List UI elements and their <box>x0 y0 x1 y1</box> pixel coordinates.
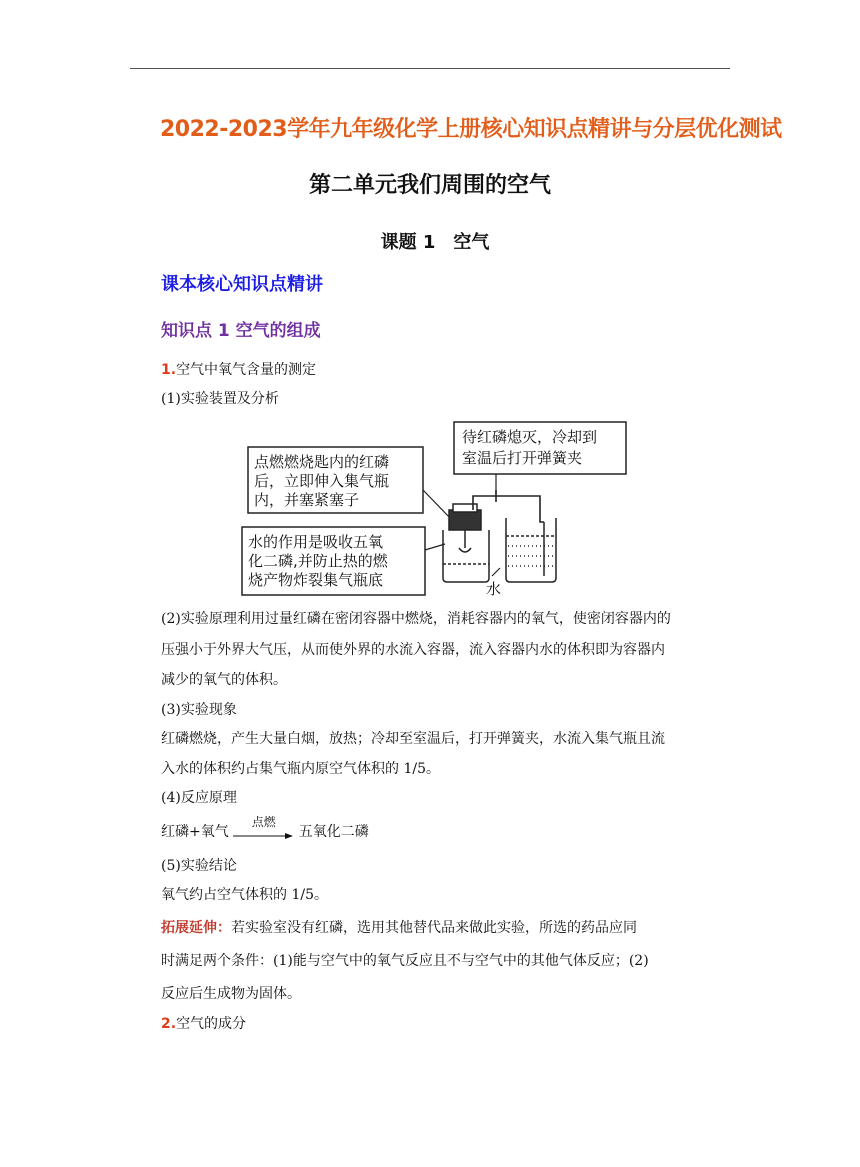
phenomenon-line-2: 入水的体积约占集气瓶内原空气体积的 1/5。 <box>161 761 440 777</box>
equation-product: 五氧化二磷 <box>298 824 369 840</box>
ignite-pointer-line <box>423 490 452 520</box>
item-2-number: 2. <box>161 1016 177 1032</box>
item-2-title: 空气的成分 <box>176 1016 247 1032</box>
subheading-reaction: (4)反应原理 <box>161 790 237 806</box>
clamp-note-line-1: 待红磷熄灭，冷却到 <box>462 428 598 446</box>
extension-line-3: 反应后生成物为固体。 <box>161 986 301 1002</box>
unit-title: 第二单元我们周围的空气 <box>308 173 551 198</box>
subheading-apparatus: (1)实验装置及分析 <box>161 391 279 407</box>
water-beaker <box>506 518 556 582</box>
extension-label: 拓展延伸： <box>161 920 231 936</box>
principle-line-2: 压强小于外界大气压，从而使外界的水流入容器，流入容器内水的体积即为容器内 <box>161 642 665 658</box>
clamp-note-line-2: 室温后打开弹簧夹 <box>462 449 583 467</box>
extension-line-1 <box>161 918 637 938</box>
lesson-title: 课题 1 空气 <box>380 232 490 253</box>
item-1-number: 1. <box>161 362 177 378</box>
knowledge-point-1-heading: 知识点 1 空气的组成 <box>161 321 321 341</box>
subheading-phenomenon: (3)实验现象 <box>161 702 237 718</box>
conclusion-text: 氧气约占空气体积的 1/5。 <box>161 887 328 903</box>
ignite-note-line-2: 后，立即伸入集气瓶 <box>254 472 390 490</box>
reaction-equation <box>161 815 369 842</box>
extension-line-2: 时满足两个条件：(1)能与空气中的氧气反应且不与空气中的其他气体反应；(2) <box>161 953 649 969</box>
document-title: 2022-2023学年九年级化学上册核心知识点精讲与分层优化测试 <box>160 117 782 142</box>
header-rule <box>130 68 730 69</box>
ignite-note-line-3: 内，并塞紧塞子 <box>254 491 360 509</box>
apparatus-diagram <box>240 418 630 598</box>
item-1-heading <box>161 360 316 380</box>
water-label: 水 <box>486 580 502 598</box>
equation-condition: 点燃 <box>251 815 276 829</box>
water-role-pointer-line <box>425 544 445 550</box>
extension-text-1: 若实验室没有红磷，选用其他替代品来做此实验，所选的药品应同 <box>231 920 637 936</box>
water-pointer-line <box>492 568 500 576</box>
arrow-icon <box>233 832 295 840</box>
item-2-heading <box>161 1014 246 1034</box>
water-role-line-1: 水的作用是吸收五氧 <box>248 533 384 551</box>
gas-collecting-bottle <box>443 504 489 582</box>
core-knowledge-heading: 课本核心知识点精讲 <box>161 274 323 295</box>
item-1-title: 空气中氧气含量的测定 <box>176 362 317 378</box>
water-role-line-2: 化二磷,并防止热的燃 <box>248 552 388 570</box>
water-role-line-3: 烧产物炸裂集气瓶底 <box>248 571 384 589</box>
phenomenon-line-1: 红磷燃烧，产生大量白烟，放热；冷却至室温后，打开弹簧夹，水流入集气瓶且流 <box>161 731 665 747</box>
equation-reactants: 红磷+氧气 <box>161 824 229 840</box>
subheading-conclusion: (5)实验结论 <box>161 858 237 874</box>
ignite-note-line-1: 点燃燃烧匙内的红磷 <box>254 453 390 471</box>
delivery-tube <box>473 490 544 522</box>
reaction-arrow <box>233 815 295 842</box>
principle-line-3: 减少的氧气的体积。 <box>161 672 287 688</box>
principle-line-1: (2)实验原理利用过量红磷在密闭容器中燃烧，消耗容器内的氧气，使密闭容器内的 <box>161 611 671 627</box>
